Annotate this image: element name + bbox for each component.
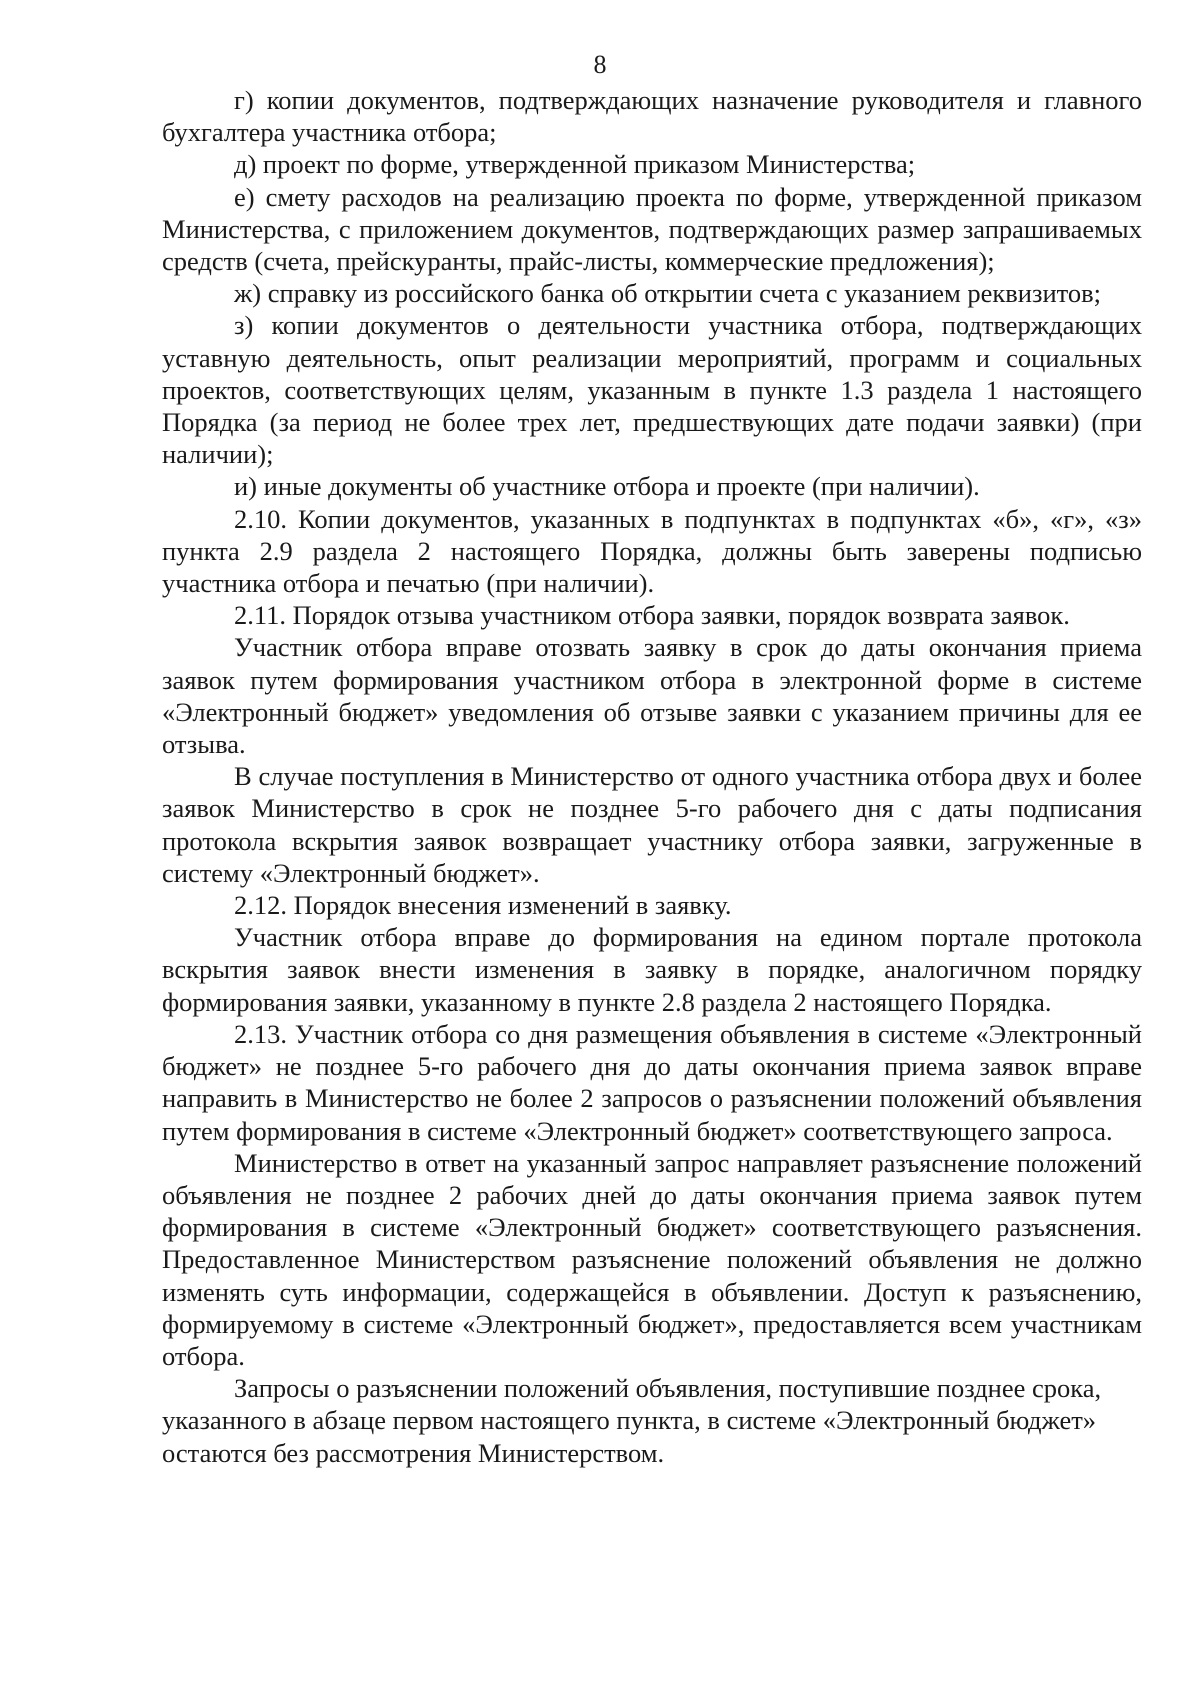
paragraph-item-d: д) проект по форме, утвержденной приказом Министерства; (234, 149, 916, 180)
paragraph-item-zh: ж) справку из российского банка об открытии счета с указанием реквизитов; (234, 278, 1101, 309)
paragraph-2-11-withdrawal: Участник отбора вправе отозвать заявку в срок до даты окончания приема заявок путем формирования участником отбора в электронной форме в системе «Электронный бюджет» уведомления об отзыве заявки с указанием причины для ее отзыва. (162, 632, 1142, 760)
paragraph-2-12-changes: Участник отбора вправе до формирования на едином портале протокола вскрытия заявок внести изменения в заявку в порядке, аналогичном порядку формирования заявки, указанному в пункте 2.8 раздела 2 настоящего Порядка. (162, 922, 1142, 1017)
paragraph-2-13-late-requests: Запросы о разъяснении положений объявления, поступившие позднее срока, указанного в абзаце первом настоящего пункта, в системе «Электронный бюджет» остаются без рассмотрения Министерством. (162, 1373, 1102, 1468)
paragraph-2-10: 2.10. Копии документов, указанных в подпунктах в подпунктах «б», «г», «з» пункта 2.9 раздела 2 настоящего Порядка, должны быть заверены подписью участника отбора и печатью (при наличии). (162, 503, 1142, 599)
paragraph-item-e: е) смету расходов на реализацию проекта по форме, утвержденной приказом Министерства, с приложением документов, подтверждающих размер запрашиваемых средств (счета, прейскуранты, прайс-листы, коммерческие предложения); (162, 181, 1142, 277)
paragraph-2-13: 2.13. Участник отбора со дня размещения объявления в системе «Электронный бюджет» не позднее 5-го рабочего дня до даты окончания приема заявок вправе направить в Министерство не более 2 запросов о разъяснении положений объявления путем формирования в системе «Электронный бюджет» соответствующего запроса. (162, 1018, 1142, 1146)
paragraph-item-i: и) иные документы об участнике отбора и проекте (при наличии). (234, 471, 980, 502)
paragraph-item-z: з) копии документов о деятельности участника отбора, подтверждающих уставную деятельность, опыт реализации мероприятий, программ и социальных проектов, соответствующих целям, указанным в пункте 1.3 раздела 1 настоящего Порядка (за период не более трех лет, предшествующих дате подачи заявки) (при наличии); (162, 310, 1142, 470)
paragraph-2-13-response: Министерство в ответ на указанный запрос направляет разъяснение положений объявления не позднее 2 рабочих дней до даты окончания приема заявок путем формирования в системе «Электронный бюджет» соответствующего разъяснения. Предоставленное Министерством разъяснение положений объявления не должно изменять суть информации, содержащейся в объявлении. Доступ к разъяснению, формируемому в системе «Электронный бюджет», предоставляется всем участникам отбора. (162, 1147, 1142, 1371)
paragraph-2-11-return: В случае поступления в Министерство от одного участника отбора двух и более заявок Министерство в срок не позднее 5-го рабочего дня с даты подписания протокола вскрытия заявок возвращает участнику отбора заявки, загруженные в систему «Электронный бюджет». (162, 761, 1142, 888)
page-number: 8 (593, 50, 607, 79)
paragraph-2-11-heading: 2.11. Порядок отзыва участником отбора заявки, порядок возврата заявок. (234, 600, 1070, 631)
paragraph-2-12-heading: 2.12. Порядок внесения изменений в заявку. (234, 890, 732, 921)
paragraph-item-g: г) копии документов, подтверждающих назначение руководителя и главного бухгалтера участника отбора; (162, 85, 1142, 148)
document-body (162, 84, 1142, 1469)
